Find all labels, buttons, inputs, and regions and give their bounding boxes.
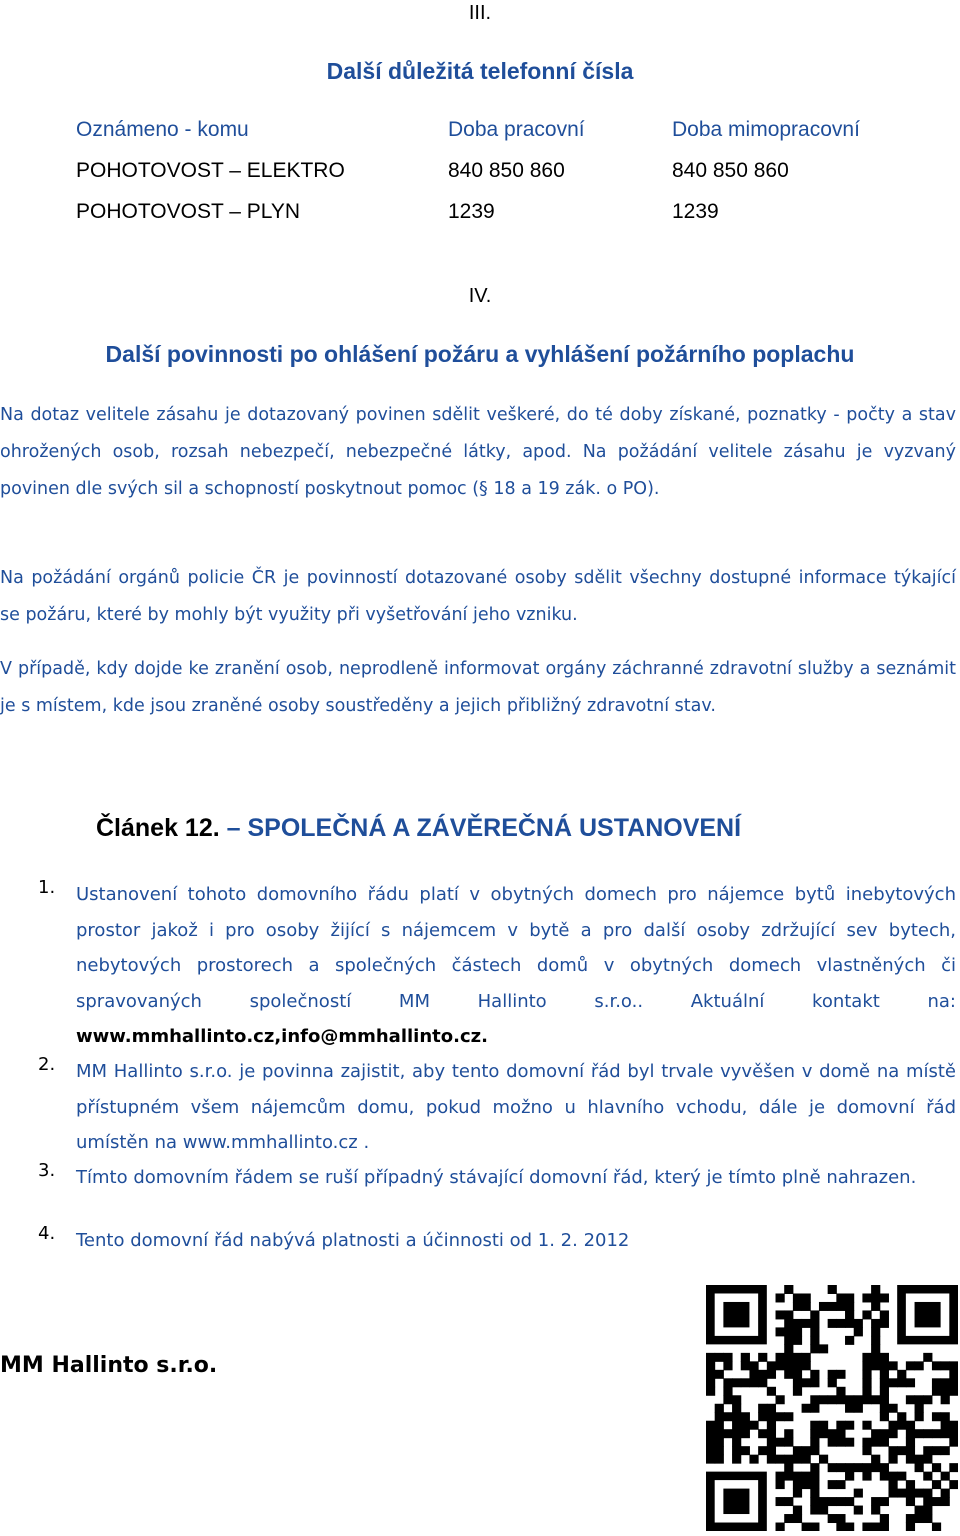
list-item-body: Ustanovení tohoto domovního řádu platí v obytných domech pro nájemce bytů inebytových prostor jakož i pro osoby žijící s nájemcem v bytě a pro další osoby zdržující sev bytech, nebytových prostorech a společných částech domů v obytných domech vlastněných či spravovaných společností MM Hallinto s.r.o.. Aktuální kontakt na:	[76, 884, 956, 1012]
table-header-off-hours: Doba mimopracovní	[672, 118, 860, 141]
paragraph-police-request: Na požádání orgánů policie ČR je povinností dotazované osoby sdělit všechny dostupné informace týkající se požáru, které by mohly být využity při vyšetřování jeho vzniku.	[0, 568, 956, 625]
paragraph-commander-request-a: Na dotaz velitele zásahu je dotazovaný povinen sdělit veškeré, do té doby získané, poznatky - počty a stav ohrožených osob, rozsah nebezpečí, nebezpečné látky, apod.	[0, 405, 956, 462]
table-header-reported-to: Oznámeno - komu	[76, 118, 249, 141]
list-item-text: MM Hallinto s.r.o. je povinna zajistit, aby tento domovní řád byl trvale vyvěšen v domě na místě přístupném všem nájemcům domu, pokud možno u hlavního vchodu, dále je domovní řád umístěn na www.mmhallinto.cz .	[76, 1061, 956, 1153]
article-12-title: – SPOLEČNÁ A ZÁVĚREČNÁ USTANOVENÍ	[219, 814, 742, 842]
article-12-heading	[96, 814, 741, 843]
section-4-roman: IV.	[468, 285, 492, 307]
list-item-number: 4.	[38, 1223, 56, 1244]
list-item-number: 2.	[38, 1054, 56, 1075]
list-item-text: Tímto domovním řádem se ruší případný stávající domovní řád, který je tímto plně nahrazen.	[76, 1167, 917, 1188]
list-item-number: 3.	[38, 1160, 56, 1181]
list-item-text: Tento domovní řád nabývá platnosti a účinnosti od 1. 2. 2012	[76, 1230, 630, 1251]
paragraph-injury: V případě, kdy dojde ke zranění osob, neprodleně informovat orgány záchranné zdravotní služby a seznámit je s místem, kde jsou zraněné osoby soustředěny a jejich přibližný zdravotní stav.	[0, 659, 956, 716]
section-3-title: Další důležitá telefonní čísla	[326, 58, 634, 84]
list-item-number: 1.	[38, 877, 56, 898]
section-4-title: Další povinnosti po ohlášení požáru a vyhlášení požárního poplachu	[105, 341, 855, 367]
article-12-number: Článek 12.	[96, 814, 220, 842]
table-header-working-hours: Doba pracovní	[448, 118, 585, 141]
table-cell-gas-name: POHOTOVOST – PLYN	[76, 200, 301, 223]
contact-link[interactable]: www.mmhallinto.cz,info@mmhallinto.cz.	[76, 1026, 488, 1047]
table-cell-electro-working: 840 850 860	[448, 159, 565, 182]
table-cell-gas-working: 1239	[448, 200, 495, 223]
list-item-text	[76, 877, 956, 1055]
table-cell-electro-name: POHOTOVOST – ELEKTRO	[76, 159, 345, 182]
table-cell-electro-off: 840 850 860	[672, 159, 789, 182]
paragraph-commander-request-b: Na požádání velitele zásahu je vyzvaný povinen dle svých sil a schopností poskytnout pomoc (§ 18 a 19 zák. o PO).	[0, 442, 957, 499]
qr-code-icon	[706, 1285, 958, 1531]
table-cell-gas-off: 1239	[672, 200, 719, 223]
signature: MM Hallinto s.r.o.	[0, 1353, 218, 1378]
paragraph-commander-request	[0, 397, 956, 508]
section-3-roman: III.	[468, 2, 492, 24]
